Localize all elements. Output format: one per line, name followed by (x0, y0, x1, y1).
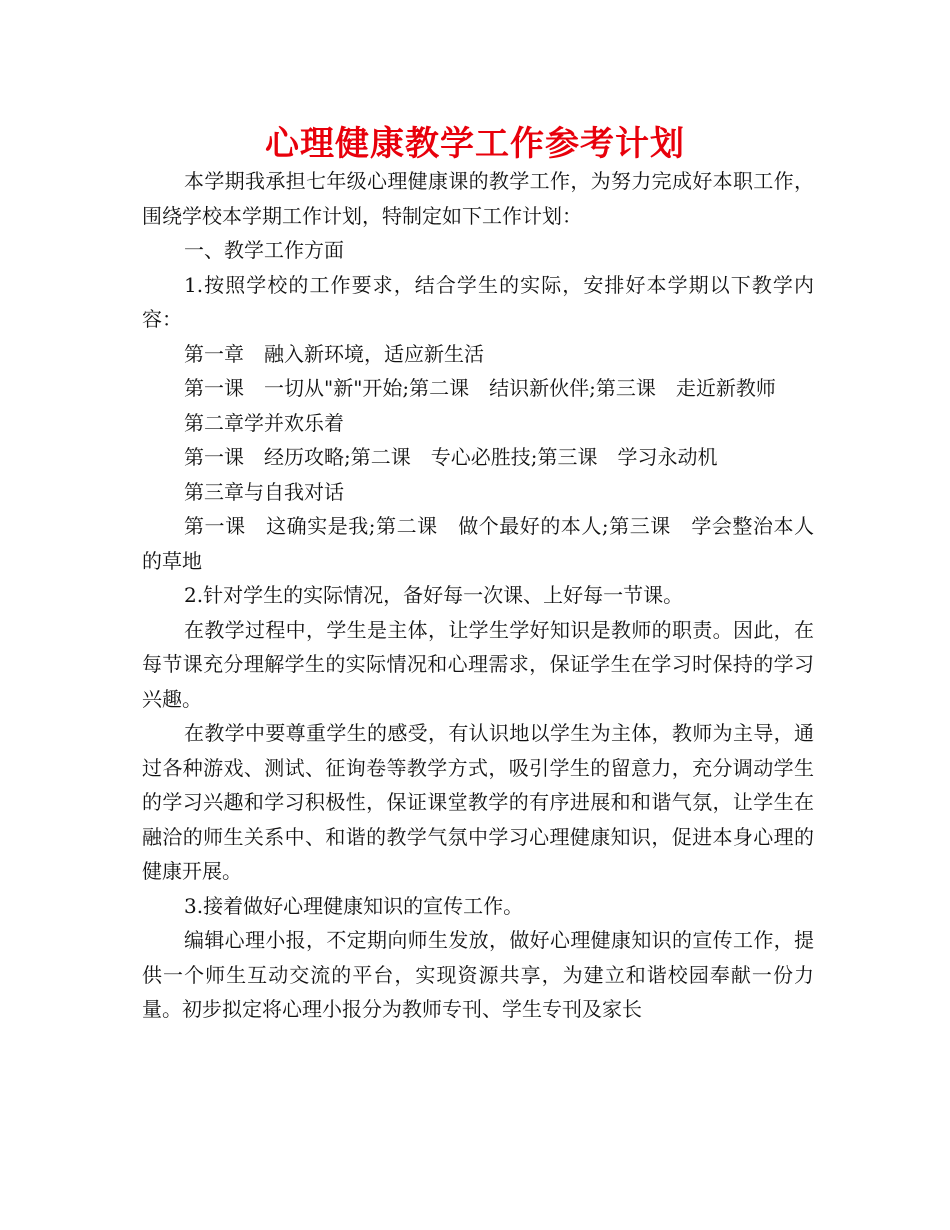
lesson-list: 第一课 经历攻略;第二课 专心必胜技;第三课 学习永动机 (184, 445, 718, 469)
paragraph: 本学期我承担七年级心理健康课的教学工作，为努力完成好本职工作，围绕学校本学期工作计划，特制定如下工作计划： (142, 169, 814, 228)
paragraph: 在教学过程中，学生是主体，让学生学好知识是教师的职责。因此，在每节课充分理解学生的实际情况和心理需求，保证学生在学习时保持的学习兴趣。 (142, 617, 814, 711)
section-heading: 一、教学工作方面 (184, 238, 344, 262)
chapter-heading: 第二章学并欢乐着 (184, 410, 344, 435)
chapter-heading: 第一章 融入新环境，适应新生活 (184, 341, 484, 366)
document-title: 心理健康教学工作参考计划 (265, 124, 685, 164)
lesson-list: 第一课 一切从"新"开始;第二课 结识新伙伴;第三课 走近新教师 (184, 376, 776, 400)
paragraph: 在教学中要尊重学生的感受，有认识地以学生为主体，教师为主导，通过各种游戏、测试、征询卷等教学方式，吸引学生的留意力，充分调动学生的学习兴趣和学习积极性，保证课堂教学的有序进展和和谐气氛，让学生在融洽的师生关系中、和谐的教学气氛中学习心理健康知识，促进本身心理的健康开展。 (142, 721, 814, 883)
chapter-heading: 第三章与自我对话 (184, 479, 344, 504)
document-body (142, 164, 814, 1027)
paragraph: 3.接着做好心理健康知识的宣传工作。 (184, 893, 524, 918)
lesson-list: 第一课 这确实是我;第二课 做个最好的本人;第三课 学会整治本人的草地 (142, 514, 814, 573)
paragraph: 编辑心理小报，不定期向师生发放，做好心理健康知识的宣传工作，提供一个师生互动交流的平台，实现资源共享，为建立和谐校园奉献一份力量。初步拟定将心理小报分为教师专刊、学生专刊及家长 (142, 928, 814, 1021)
paragraph: 1.按照学校的工作要求，结合学生的实际，安排好本学期以下教学内容： (142, 272, 814, 331)
paragraph: 2.针对学生的实际情况，备好每一次课、上好每一节课。 (184, 583, 684, 607)
